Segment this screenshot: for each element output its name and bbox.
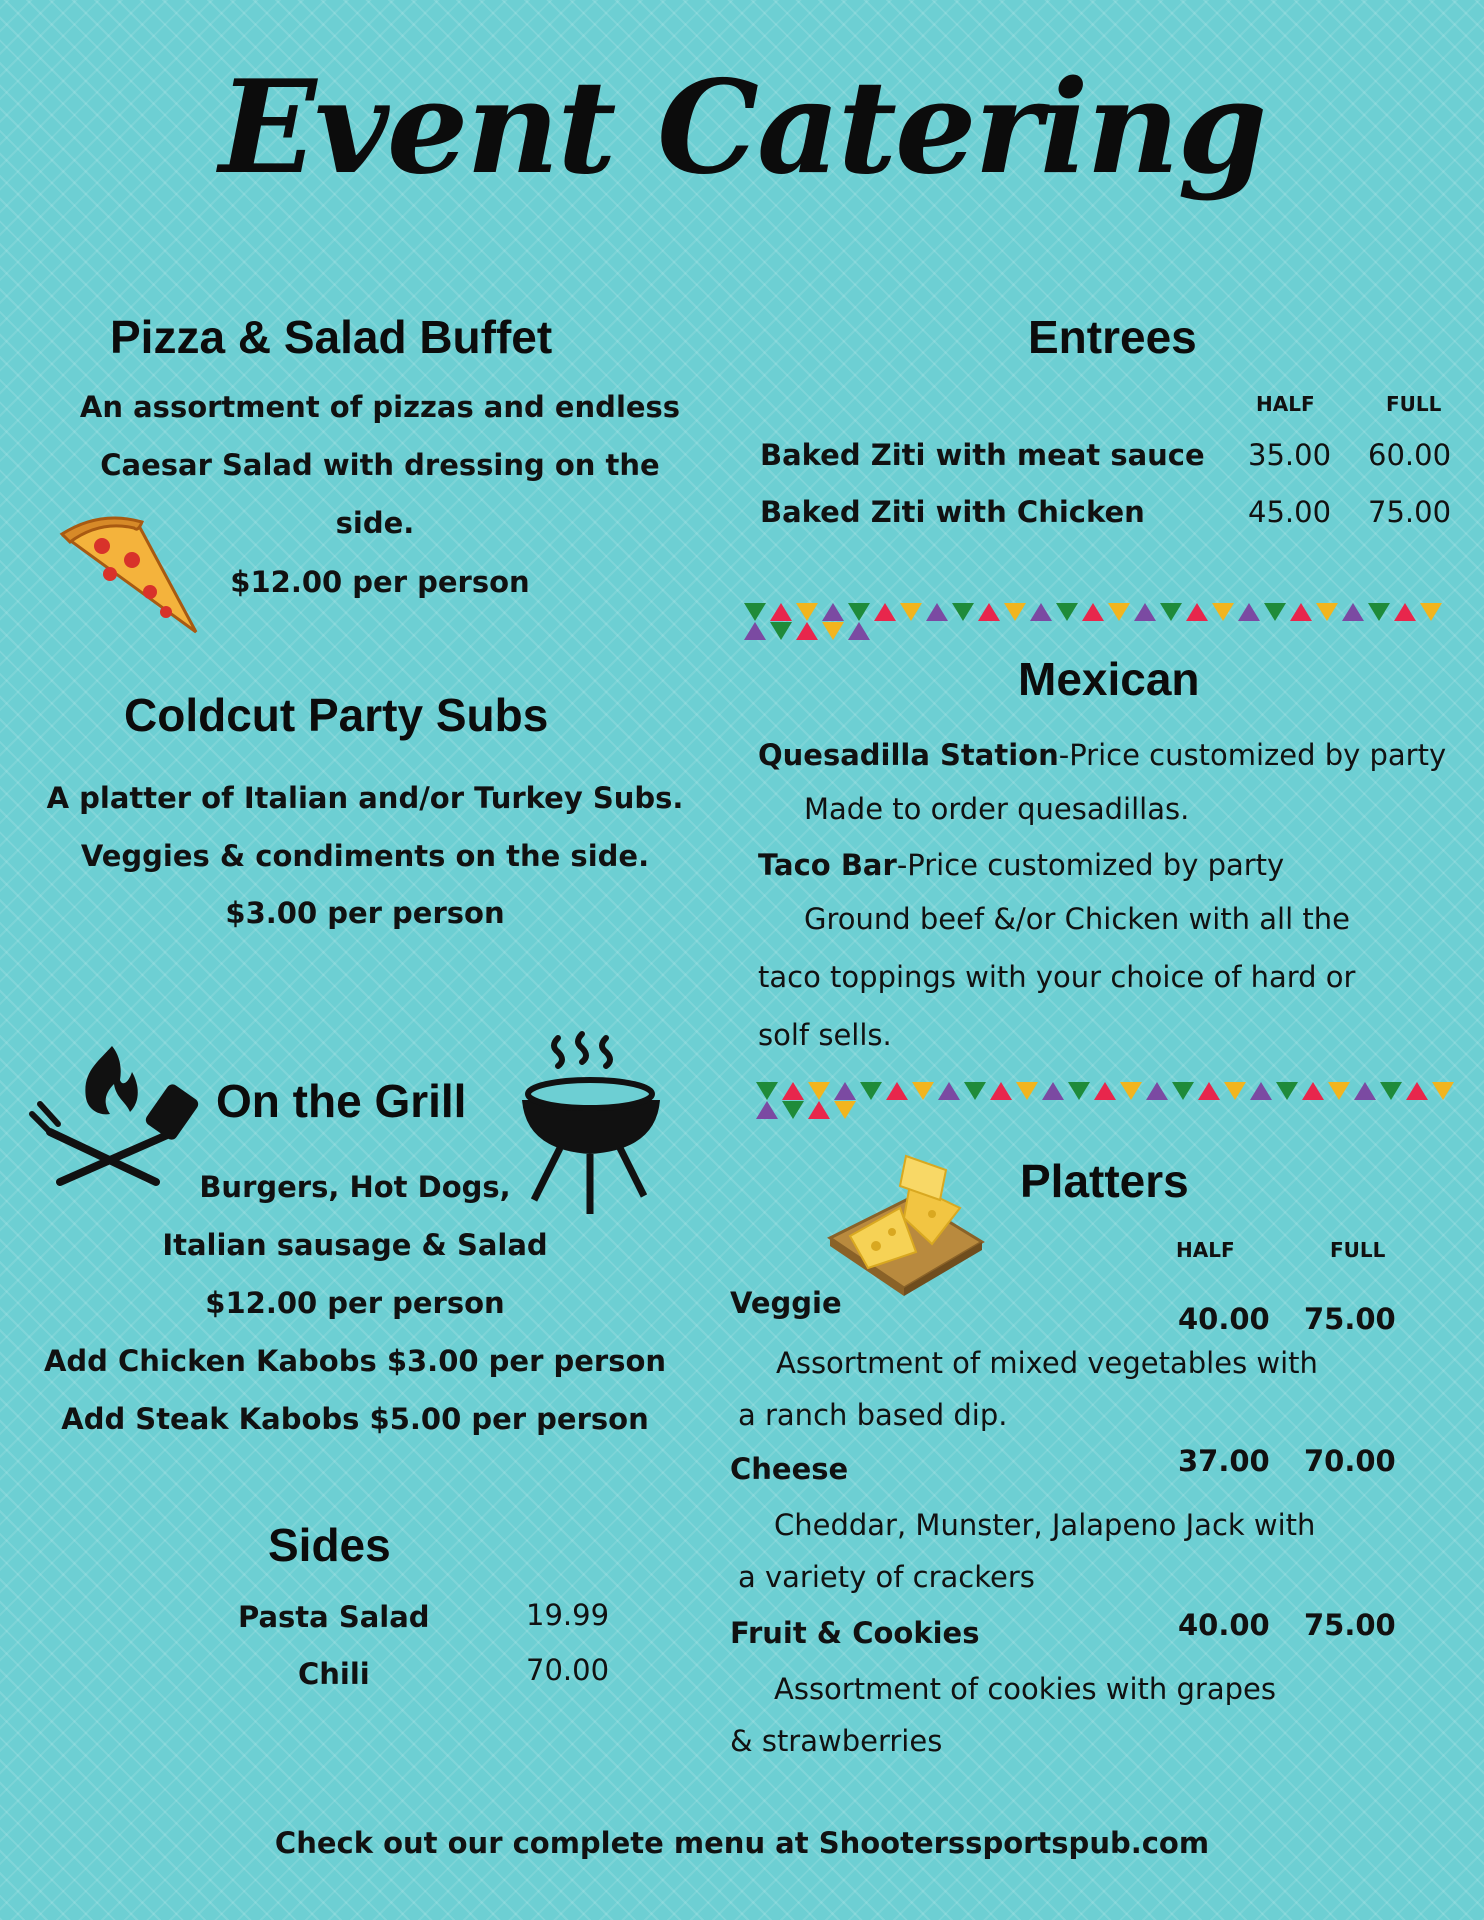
pizza-description-2: Caesar Salad with dressing on the	[100, 448, 660, 482]
sides-item-price: 19.99	[526, 1598, 610, 1632]
platter-item-description: a ranch based dip.	[738, 1398, 1008, 1432]
entrees-half-header: HALF	[1256, 392, 1315, 416]
sides-item-name: Chili	[298, 1657, 370, 1691]
subs-heading: Coldcut Party Subs	[124, 689, 549, 741]
entree-item-name: Baked Ziti with Chicken	[760, 495, 1145, 529]
platter-item-description: Cheddar, Munster, Jalapeno Jack with	[774, 1508, 1316, 1542]
grill-addon-steak: Add Steak Kabobs $5.00 per person	[61, 1402, 649, 1436]
mexican-item-description: Made to order quesadillas.	[804, 792, 1190, 826]
footer-website-note: Check out our complete menu at Shooterssportspub.com	[274, 1826, 1210, 1860]
subs-description-2: Veggies & condiments on the side.	[80, 839, 650, 873]
mexican-item-name: Quesadilla Station	[758, 738, 1059, 772]
pizza-price: $12.00 per person	[230, 565, 530, 599]
grill-addon-chicken: Add Chicken Kabobs $3.00 per person	[43, 1344, 667, 1378]
grill-description-2: Italian sausage & Salad	[162, 1228, 548, 1262]
sides-item-name: Pasta Salad	[238, 1600, 430, 1634]
grill-price: $12.00 per person	[205, 1286, 505, 1320]
entrees-heading: Entrees	[1028, 311, 1197, 363]
platter-item-half: 40.00	[1178, 1608, 1270, 1642]
grill-description-1: Burgers, Hot Dogs,	[199, 1170, 511, 1204]
entrees-full-header: FULL	[1386, 392, 1442, 416]
entree-item-half: 45.00	[1248, 495, 1332, 529]
platter-item-name: Veggie	[730, 1286, 842, 1320]
platter-item-name: Fruit & Cookies	[730, 1616, 980, 1650]
pizza-description-3: side.	[335, 506, 415, 540]
mexican-item	[758, 836, 1284, 894]
pizza-heading: Pizza & Salad Buffet	[110, 311, 553, 363]
mexican-heading: Mexican	[1018, 653, 1200, 705]
platter-item-description: Assortment of cookies with grapes	[774, 1672, 1276, 1706]
mexican-item-name: Taco Bar	[758, 848, 897, 882]
pizza-description-1: An assortment of pizzas and endless	[79, 390, 681, 424]
mexican-item-note: -Price customized by party	[896, 848, 1285, 882]
subs-price: $3.00 per person	[225, 896, 505, 930]
subs-description-1: A platter of Italian and/or Turkey Subs.	[46, 781, 684, 815]
platters-heading: Platters	[1020, 1155, 1189, 1207]
sides-item-price: 70.00	[526, 1653, 610, 1687]
platter-item-description: Assortment of mixed vegetables with	[776, 1346, 1318, 1380]
platter-item-description: a variety of crackers	[738, 1560, 1035, 1594]
mexican-item-description: taco toppings with your choice of hard or	[758, 960, 1356, 994]
bunting-divider	[744, 603, 1468, 625]
bunting-divider	[756, 1082, 1468, 1104]
platter-item-half: 37.00	[1178, 1444, 1270, 1478]
cheese-board-icon	[820, 1148, 990, 1298]
platter-item-description: & strawberries	[730, 1724, 943, 1758]
entree-item-name: Baked Ziti with meat sauce	[760, 438, 1205, 472]
platter-item-name: Cheese	[730, 1452, 849, 1486]
mexican-item-description: solf sells.	[758, 1018, 892, 1052]
mexican-item-note: -Price customized by party	[1058, 738, 1447, 772]
entree-item-full: 60.00	[1368, 438, 1452, 472]
mexican-item	[758, 726, 1446, 784]
page-title: Event Catering	[218, 53, 1266, 203]
platters-half-header: HALF	[1176, 1238, 1235, 1262]
platter-item-full: 75.00	[1304, 1608, 1396, 1642]
platters-full-header: FULL	[1330, 1238, 1386, 1262]
platter-item-full: 75.00	[1304, 1302, 1396, 1336]
entree-item-half: 35.00	[1248, 438, 1332, 472]
pizza-slice-icon	[58, 512, 202, 636]
sides-heading: Sides	[268, 1519, 391, 1571]
mexican-item-description: Ground beef &/or Chicken with all the	[804, 902, 1350, 936]
platter-item-half: 40.00	[1178, 1302, 1270, 1336]
grill-heading: On the Grill	[216, 1075, 467, 1127]
platter-item-full: 70.00	[1304, 1444, 1396, 1478]
entree-item-full: 75.00	[1368, 495, 1452, 529]
